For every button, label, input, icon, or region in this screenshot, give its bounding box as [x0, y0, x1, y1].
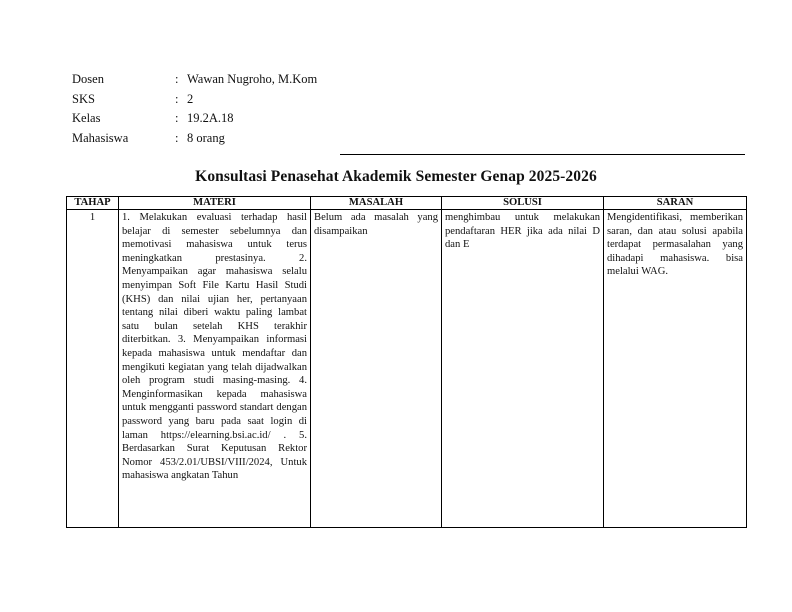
info-value-kelas: 19.2A.18 — [187, 111, 234, 125]
info-label: Mahasiswa — [72, 130, 129, 145]
table-row — [67, 210, 747, 528]
info-row-kelas — [72, 109, 317, 129]
header-info — [72, 70, 317, 148]
cell-saran: Mengidentifikasi, memberikan saran, dan atau solusi apabila terdapat permasalahan yang dihadapi mahasiswa. bisa melalui WAG. — [604, 210, 747, 528]
info-colon: : — [175, 130, 179, 145]
info-colon: : — [175, 111, 179, 125]
cell-tahap: 1 — [67, 210, 119, 528]
info-row-mahasiswa — [72, 129, 317, 149]
info-value-mahasiswa: 8 orang — [187, 130, 225, 145]
info-colon: : — [175, 72, 179, 86]
info-row-dosen — [72, 70, 317, 90]
info-colon: : — [175, 91, 179, 106]
info-label: Kelas — [72, 111, 101, 125]
header-materi: MATERI — [119, 197, 311, 210]
header-tahap: TAHAP — [67, 197, 119, 210]
info-row-sks — [72, 90, 317, 110]
info-value-sks: 2 — [187, 91, 194, 106]
document-title: Konsultasi Penasehat Akademik Semester Genap 2025-2026 — [195, 168, 597, 185]
cell-materi: 1. Melakukan evaluasi terhadap hasil belajar di semester sebelumnya dan memotivasi mahasiswa untuk terus meningkatkan prestasinya. 2. Menyampaikan agar mahasiswa selalu menyimpan Soft File Kartu Hasil Studi (KHS) dan nilai ujian her, pertanyaan tentang nilai diberi waktu paling lambat satu bulan setelah KHS terakhir diterbitkan. 3. Menyampaikan informasi kepada mahasiswa untuk mendaftar dan mengikuti kegiatan yang telah dijadwalkan oleh program studi masing-masing. 4. Menginformasikan kepada mahasiswa untuk mengganti password standart dengan password yang baru pada saat login di laman https://elearning.bsi.ac.id/ . 5. Berdasarkan Surat Keputusan Rektor Nomor 453/2.01/UBSI/VIII/2024, Untuk mahasiswa angkatan Tahun — [119, 210, 311, 528]
horizontal-divider — [340, 154, 745, 155]
info-label: Dosen — [72, 72, 104, 86]
header-solusi: SOLUSI — [442, 197, 604, 210]
info-label: SKS — [72, 91, 95, 106]
header-masalah: MASALAH — [311, 197, 442, 210]
cell-masalah: Belum ada masalah yang disampaikan — [311, 210, 442, 528]
header-saran: SARAN — [604, 197, 747, 210]
table-header-row — [67, 197, 747, 210]
cell-solusi: menghimbau untuk melakukan pendaftaran HER jika ada nilai D dan E — [442, 210, 604, 528]
consultation-table — [66, 196, 747, 528]
info-value-dosen: Wawan Nugroho, M.Kom — [187, 72, 318, 86]
